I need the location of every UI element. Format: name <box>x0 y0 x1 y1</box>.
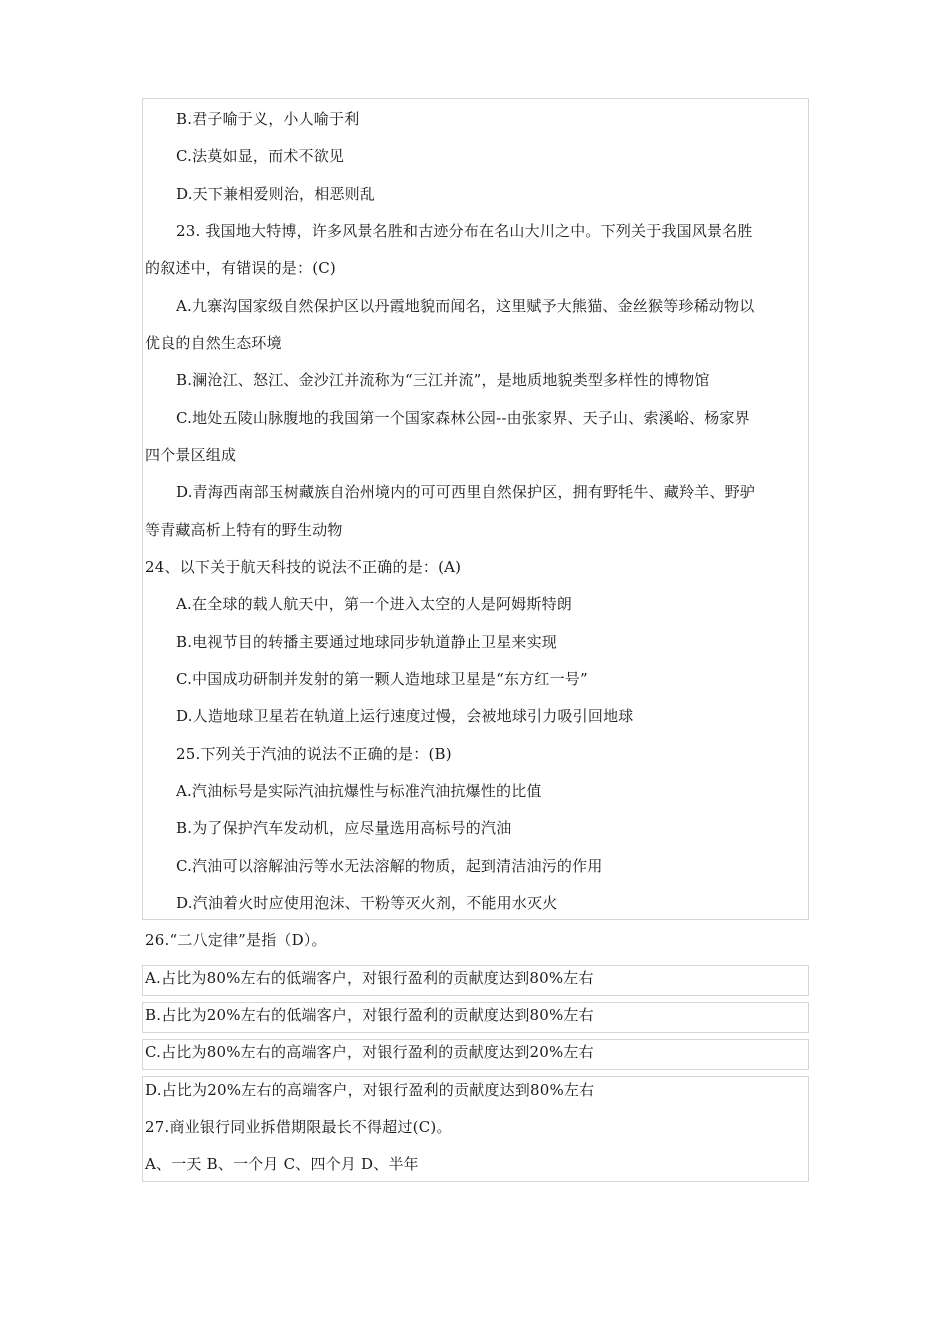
q22-option-b: B.君子喻于义，小人喻于利 <box>176 110 360 128</box>
q26-option-a: A.占比为80%左右的低端客户，对银行盈利的贡献度达到80%左右 <box>145 969 594 987</box>
q25-option-b: B.为了保护汽车发动机，应尽量选用高标号的汽油 <box>176 819 512 837</box>
q24-option-d: D.人造地球卫星若在轨道上运行速度过慢，会被地球引力吸引回地球 <box>176 707 634 725</box>
q22-option-c: C.法莫如显，而术不欲见 <box>176 147 345 165</box>
q25-stem: 25.下列关于汽油的说法不正确的是：(B) <box>176 745 452 763</box>
q23-option-c-line2: 四个景区组成 <box>145 446 237 464</box>
q24-option-b: B.电视节目的转播主要通过地球同步轨道静止卫星来实现 <box>176 633 557 651</box>
q23-stem-line1: 23. 我国地大特博，许多风景名胜和古迹分布在名山大川之中。下列关于我国风景名胜 <box>176 222 753 240</box>
q24-stem: 24、以下关于航天科技的说法不正确的是：(A) <box>145 558 462 576</box>
q25-option-a: A.汽油标号是实际汽油抗爆性与标准汽油抗爆性的比值 <box>176 782 542 800</box>
q23-option-b: B.澜沧江、怒江、金沙江并流称为“三江并流”，是地质地貌类型多样性的博物馆 <box>176 371 710 389</box>
q27-stem: 27.商业银行同业拆借期限最长不得超过(C)。 <box>145 1118 452 1136</box>
q25-option-c: C.汽油可以溶解油污等水无法溶解的物质，起到清洁油污的作用 <box>176 857 603 875</box>
q24-option-a: A.在全球的载人航天中，第一个进入太空的人是阿姆斯特朗 <box>176 595 573 613</box>
q23-option-c-line1: C.地处五陵山脉腹地的我国第一个国家森林公园--由张家界、天子山、索溪峪、杨家界 <box>176 409 750 427</box>
q26-option-c: C.占比为80%左右的高端客户，对银行盈利的贡献度达到20%左右 <box>145 1043 594 1061</box>
q24-option-c: C.中国成功研制并发射的第一颗人造地球卫星是“东方红一号” <box>176 670 588 688</box>
q23-option-d-line2: 等青藏高析上特有的野生动物 <box>145 521 343 539</box>
q26-option-b: B.占比为20%左右的低端客户，对银行盈利的贡献度达到80%左右 <box>145 1006 594 1024</box>
q23-option-a-line2: 优良的自然生态环境 <box>145 334 282 352</box>
q25-option-d: D.汽油着火时应使用泡沫、干粉等灭火剂，不能用水灭火 <box>176 894 558 912</box>
q22-option-d: D.天下兼相爱则治，相恶则乱 <box>176 185 376 203</box>
q23-option-d-line1: D.青海西南部玉树藏族自治州境内的可可西里自然保护区，拥有野牦牛、藏羚羊、野驴 <box>176 483 756 501</box>
q27-options: A、一天 B、一个月 C、四个月 D、半年 <box>145 1155 419 1173</box>
q26-option-d: D.占比为20%左右的高端客户，对银行盈利的贡献度达到80%左右 <box>145 1081 595 1099</box>
q23-option-a-line1: A.九寨沟国家级自然保护区以丹霞地貌而闻名，这里赋予大熊猫、金丝猴等珍稀动物以 <box>176 297 755 315</box>
q23-stem-line2: 的叙述中，有错误的是：(C) <box>145 259 336 277</box>
q26-stem: 26.“二八定律”是指（D）。 <box>145 931 327 949</box>
